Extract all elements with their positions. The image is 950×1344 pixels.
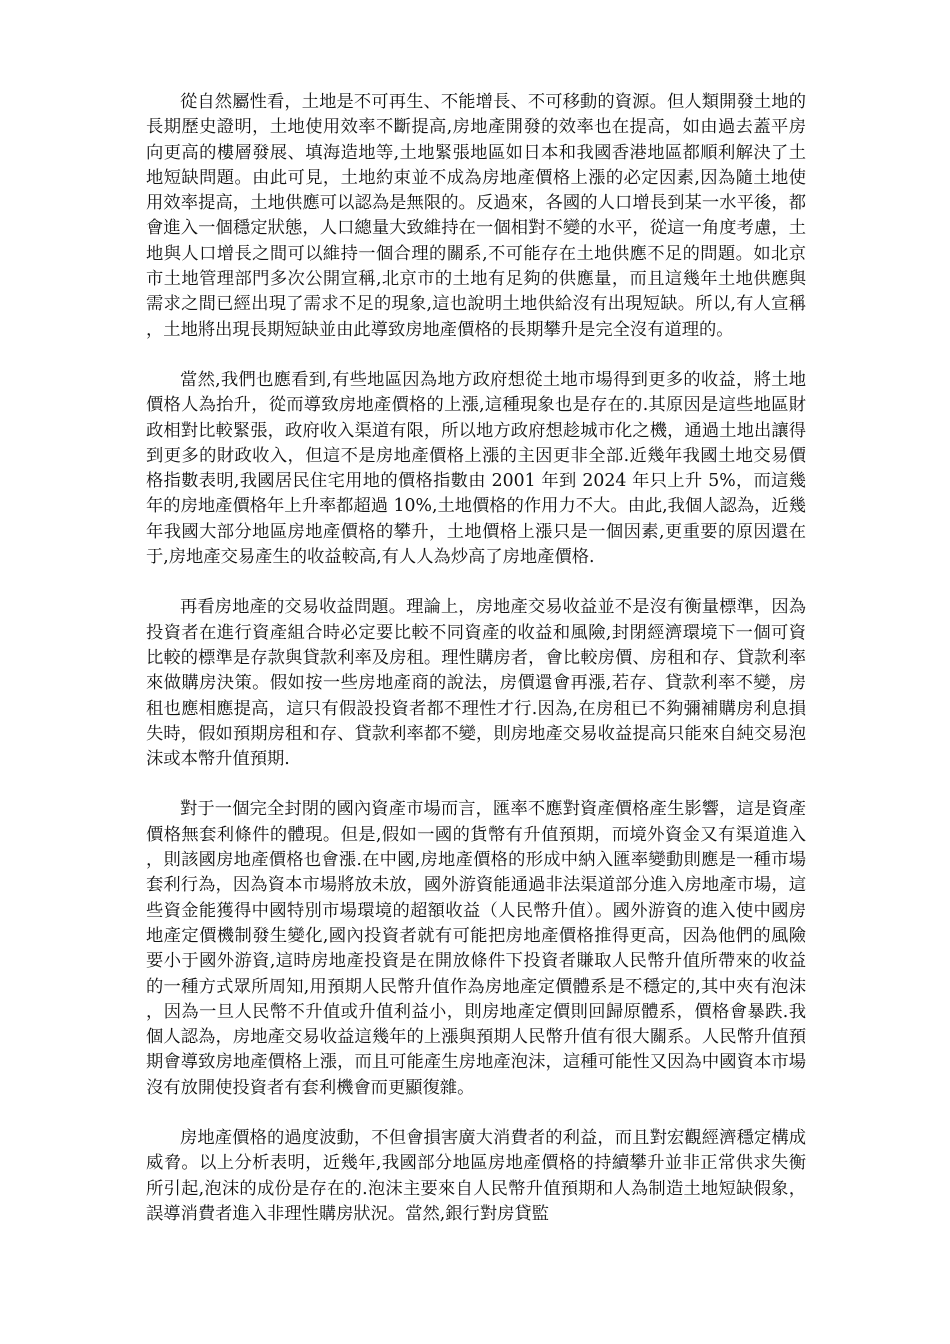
paragraph-exchange-rate: 對于一個完全封閉的國內資產市場而言，匯率不應對資產價格產生影響，這是資產價格無套利條件的體現。但是,假如一國的貨幣有升值預期，而境外資金又有渠道進入，則該國房地產價格也會漲.在中國,房地產價格的形成中納入匯率變動則應是一種市場套利行為，因為資本市場將放未放，國外游資能通過非法渠道部分進入房地產市場，這些資金能獲得中國特別市場環境的超額收益（人民幣升值）。國外游資的進入使中國房地產定價機制發生變化,國內投資者就有可能把房地產價格推得更高，因為他們的風險要小于國外游資,這時房地產投資是在開放條件下投資者賺取人民幣升值所帶來的收益的一種方式眾所周知,用預期人民幣升值作為房地產定價體系是不穩定的,其中夾有泡沫，因為一旦人民幣不升值或升值利益小，則房地產定價則回歸原體系，價格會暴跌.我個人認為，房地產交易收益這幾年的上漲與預期人民幣升值有很大關系。人民幣升值預期會導致房地產價格上漲，而且可能產生房地產泡沫，這種可能性又因為中國資本市場沒有放開使投資者有套利機會而更顯復雜。	[146, 799, 806, 1098]
paragraph-price-volatility: 房地產價格的過度波動，不但會損害廣大消費者的利益，而且對宏觀經濟穩定構成威脅。以上分析表明，近幾年,我國部分地區房地產價格的持續攀升並非正常供求失衡所引起,泡沫的成份是存在的.泡沫主要來自人民幣升值預期和人為制造土地短缺假象，誤導消費者進入非理性購房狀況。當然,銀行對房貸監	[146, 1127, 806, 1224]
paragraph-transaction-returns: 再看房地產的交易收益問題。理論上，房地產交易收益並不是沒有衡量標準，因為投資者在進行資產組合時必定要比較不同資產的收益和風險,封閉經濟環境下一個可資比較的標準是存款與貸款利率及房租。理性購房者，會比較房價、房租和存、貸款利率來做購房決策。假如按一些房地產商的說法，房價還會再漲,若存、貸款利率不變，房租也應相應提高，這只有假設投資者都不理性才行.因為,在房租已不夠彌補購房利息損失時，假如預期房租和存、貸款利率都不變，則房地產交易收益提高只能來自純交易泡沫或本幣升值預期.	[146, 597, 806, 770]
paragraph-land-price-index: 當然,我們也應看到,有些地區因為地方政府想從土地市場得到更多的收益，將土地價格人為抬升，從而導致房地產價格的上漲,這種現象也是存在的.其原因是這些地區財政相對比較緊張，政府收入渠道有限，所以地方政府想趁城市化之機，通過土地出讓得到更多的財政收入，但這不是房地產價格上漲的主因更非全部.近幾年我國土地交易價格指數表明,我國居民住宅用地的價格指數由 2001 年到 2024 年只上升 5%，而這幾年的房地產價格年上升率都超過 10%,土地價格的作用力不大。由此,我個人認為，近幾年我國大部分地區房地產價格的攀升，土地價格上漲只是一個因素,更重要的原因還在于,房地產交易產生的收益較高,有人人為炒高了房地產價格.	[146, 369, 806, 568]
document-page	[146, 90, 806, 1252]
paragraph-land-supply: 從自然屬性看，土地是不可再生、不能增長、不可移動的資源。但人類開發土地的長期歷史證明，土地使用效率不斷提高,房地產開發的效率也在提高，如由過去蓋平房向更高的樓層發展、填海造地等,土地緊張地區如日本和我國香港地區都順利解決了土地短缺問題。由此可見，土地約束並不成為房地產價格上漲的必定因素,因為隨土地使用效率提高，土地供應可以認為是無限的。反過來，各國的人口增長到某一水平後，都會進入一個穩定狀態，人口總量大致維持在一個相對不變的水平，從這一角度考慮，土地與人口增長之間可以維持一個合理的關系,不可能存在土地供應不足的問題。如北京市土地管理部門多次公開宣稱,北京市的土地有足夠的供應量，而且這幾年土地供應與需求之間已經出現了需求不足的現象,這也說明土地供給沒有出現短缺。所以,有人宣稱，土地將出現長期短缺並由此導致房地產價格的長期攀升是完全沒有道理的。	[146, 92, 806, 340]
